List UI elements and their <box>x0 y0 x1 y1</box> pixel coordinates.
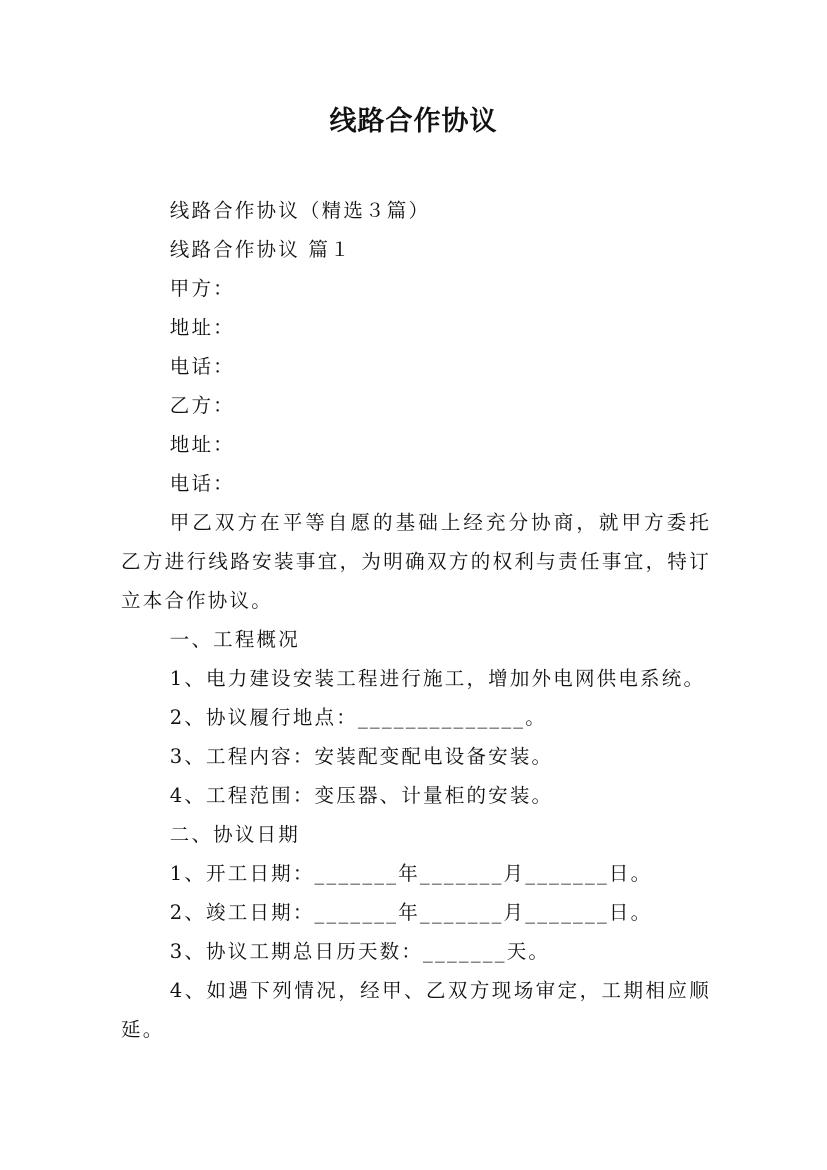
intro-paragraph: 甲乙双方在平等自愿的基础上经充分协商，就甲方委托乙方进行线路安装事宜，为明确双方的权利与责任事宜，特订立本合作协议。 <box>121 511 711 612</box>
clause-1-4: 4、工程范围：变压器、计量柜的安装。 <box>169 784 554 807</box>
party-b-address-label: 地址： <box>169 433 235 456</box>
party-b-label: 乙方： <box>169 394 235 417</box>
section-one-heading: 一、工程概况 <box>169 628 300 651</box>
clause-2-1: 1、开工日期：_______年_______月_______日。 <box>169 862 653 885</box>
clause-1-1: 1、电力建设安装工程进行施工，增加外电网供电系统。 <box>169 667 706 690</box>
document-body <box>121 191 711 1049</box>
clause-1-2: 2、协议履行地点：______________。 <box>169 706 547 729</box>
document-title: 线路合作协议 <box>329 106 498 137</box>
party-b-phone-label: 电话： <box>169 472 235 495</box>
clause-2-3: 3、协议工期总日历天数：_______天。 <box>169 940 551 963</box>
party-a-phone-label: 电话： <box>169 355 235 378</box>
party-a-label: 甲方： <box>169 277 235 300</box>
clause-2-4: 4、如遇下列情况，经甲、乙双方现场审定，工期相应顺延。 <box>121 979 711 1041</box>
section-two-heading: 二、协议日期 <box>169 823 300 846</box>
clause-1-3: 3、工程内容：安装配变配电设备安装。 <box>169 745 554 768</box>
party-a-address-label: 地址： <box>169 316 235 339</box>
subtitle-paragraph: 线路合作协议（精选３篇） <box>169 199 431 222</box>
section-heading-paragraph: 线路合作协议 篇１ <box>169 238 352 261</box>
clause-2-2: 2、竣工日期：_______年_______月_______日。 <box>169 901 653 924</box>
